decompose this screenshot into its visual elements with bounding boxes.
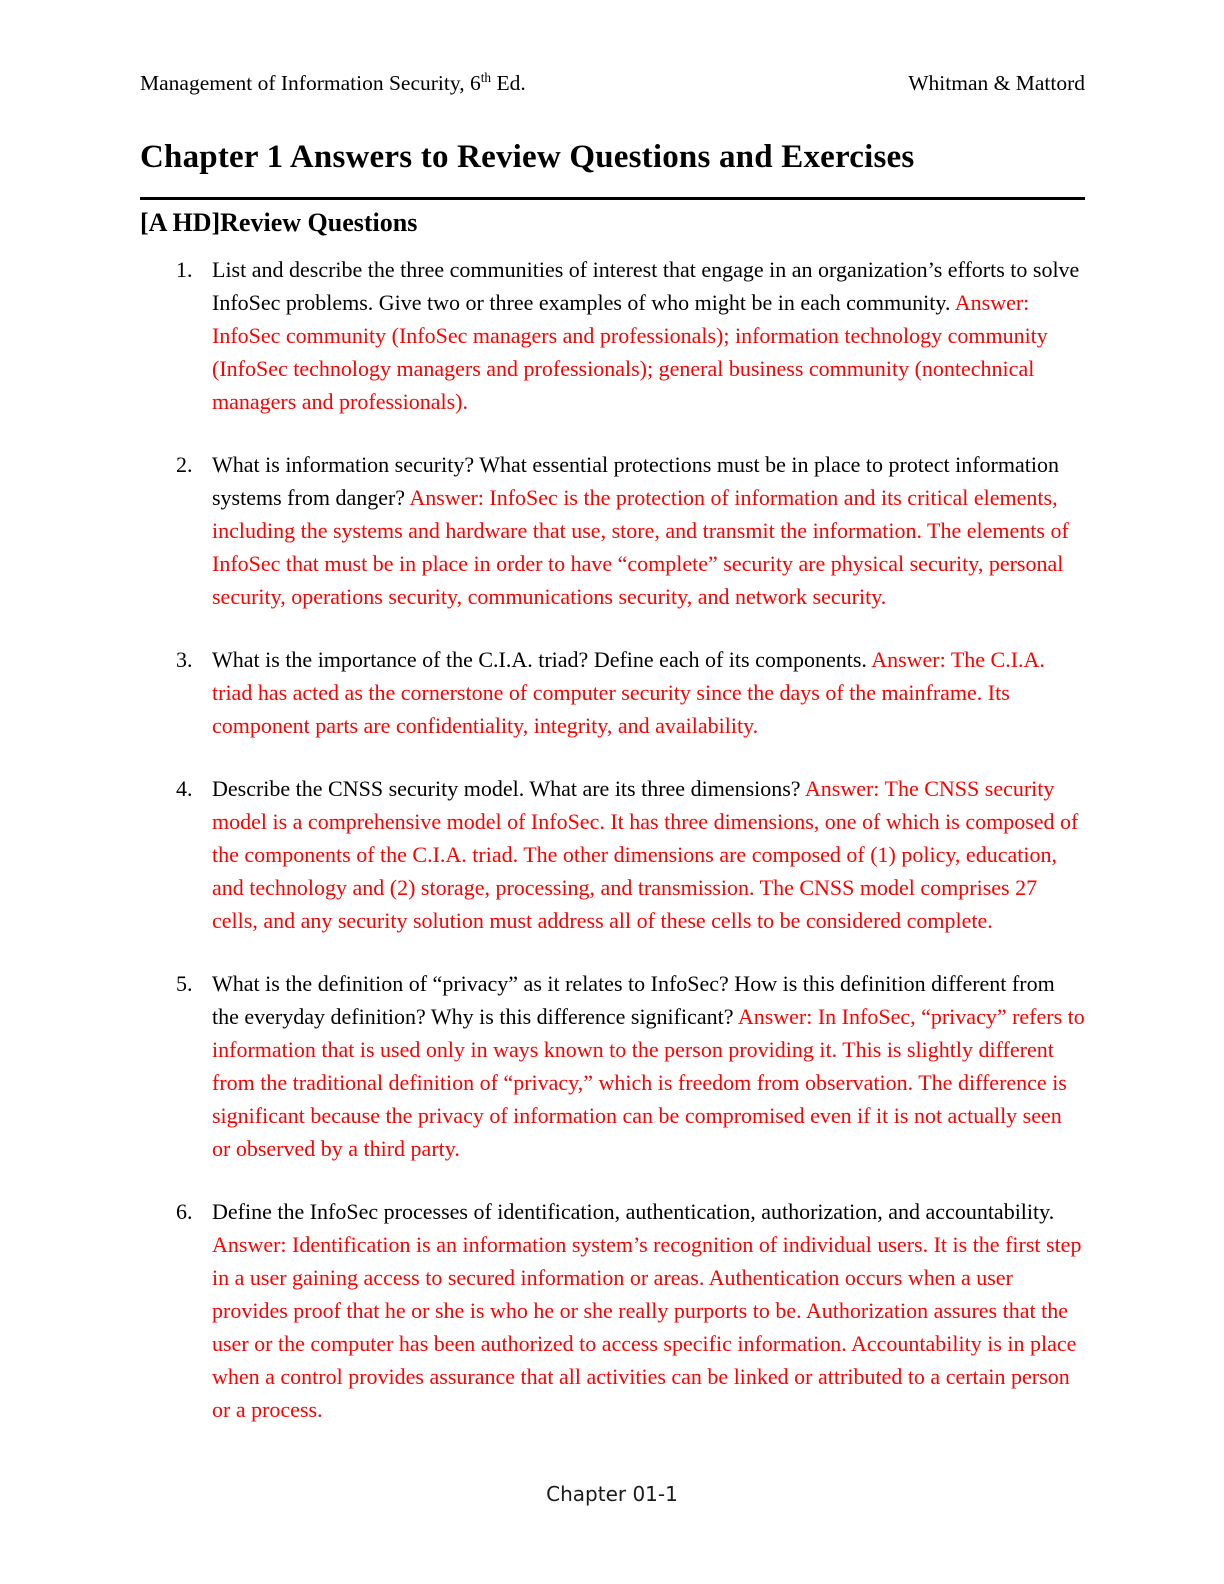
question-number: 2. [176, 451, 193, 477]
question-item-1 [140, 253, 1085, 418]
question-text: What is information security? What essential protections must be in place to protect information systems from danger? [212, 451, 1059, 510]
header-book-title-suffix: Ed. [491, 71, 526, 95]
document-content [140, 70, 1085, 1456]
answer-text: Answer: Identification is an information system’s recognition of individual users. It is the first step in a user gaining access to secured information or areas. Authentication occurs when a user provides proof that he or she is who he or she really purports to be. Authorization assures that the user or the computer has been authorized to access specific information. Accountability is in place when a control provides assurance that all activities can be linked or attributed to a certain person or a process. [212, 1231, 1082, 1422]
title-divider [140, 197, 1085, 200]
answer-text: Answer: The CNSS security model is a comprehensive model of InfoSec. It has three dimensions, one of which is composed of the components of the C.I.A. triad. The other dimensions are composed of (1) policy, education, and technology and (2) storage, processing, and transmission. The CNSS model comprises 27 cells, and any security solution must address all of these cells to be considered complete. [212, 775, 1079, 933]
question-number: 6. [176, 1198, 193, 1224]
header-book-title-main: Management of Information Security, 6 [140, 71, 481, 95]
answer-text: Answer: In InfoSec, “privacy” refers to information that is used only in ways known to the person providing it. This is slightly different from the traditional definition of “privacy,” which is freedom from observation. The difference is significant because the privacy of information can be compromised even if it is not actually seen or observed by a third party. [212, 1003, 1085, 1161]
question-item-5 [140, 967, 1085, 1165]
question-text: Define the InfoSec processes of identification, authentication, authorization, and accountability. [212, 1198, 1055, 1224]
question-number: 3. [176, 646, 193, 672]
question-item-2 [140, 448, 1085, 613]
answer-text: Answer: The C.I.A. triad has acted as the cornerstone of computer security since the days of the mainframe. Its component parts are confidentiality, integrity, and availability. [212, 646, 1045, 738]
question-text: List and describe the three communities of interest that engage in an organization’s efforts to solve InfoSec problems. Give two or three examples of who might be in each community. [212, 256, 1080, 315]
question-text: What is the importance of the C.I.A. triad? Define each of its components. [212, 646, 867, 672]
question-number: 4. [176, 775, 193, 801]
answer-text: Answer: InfoSec is the protection of information and its critical elements, including the systems and hardware that use, store, and transmit the information. The elements of InfoSec that must be in place in order to have “complete” security are physical security, personal security, operations security, communications security, and network security. [212, 484, 1069, 609]
question-number: 5. [176, 970, 193, 996]
header-authors: Whitman & Mattord [908, 71, 1085, 95]
question-item-3 [140, 643, 1085, 742]
question-text: Describe the CNSS security model. What are its three dimensions? [212, 775, 801, 801]
question-item-4 [140, 772, 1085, 937]
header-book-title [140, 70, 526, 97]
question-item-6 [140, 1195, 1085, 1426]
question-list [140, 253, 1085, 1426]
page-title: Chapter 1 Answers to Review Questions and Exercises [140, 139, 915, 175]
question-number: 1. [176, 256, 193, 282]
question-text: What is the definition of “privacy” as it relates to InfoSec? How is this definition different from the everyday definition? Why is this difference significant? [212, 970, 1055, 1029]
document-header [140, 70, 1085, 97]
answer-text: Answer: InfoSec community (InfoSec managers and professionals); information technology community (InfoSec technology managers and professionals); general business community (nontechnical managers and professionals). [212, 289, 1048, 414]
header-book-title-ordinal: th [480, 69, 492, 85]
page-footer: Chapter 01-1 [546, 1482, 678, 1506]
section-heading: [A HD]Review Questions [140, 207, 418, 237]
